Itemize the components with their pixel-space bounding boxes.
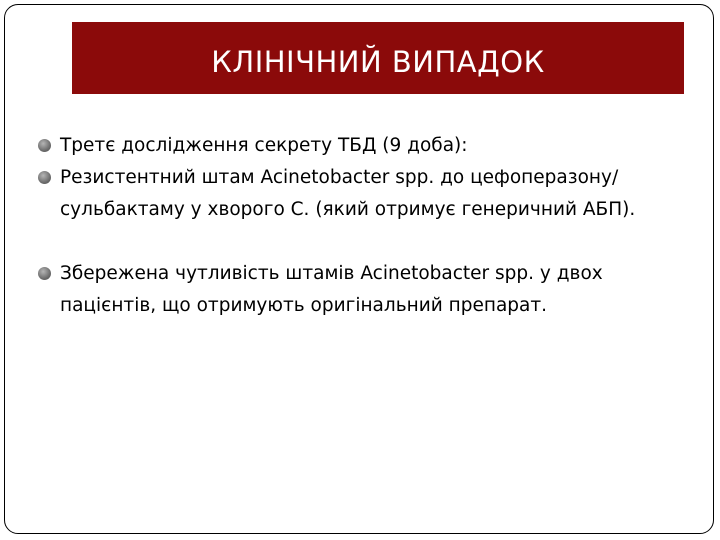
round-bullet-icon: [38, 171, 51, 184]
bullet-text: Третє дослідження секрету ТБД (9 доба):: [60, 135, 468, 156]
bullet-item: [36, 130, 676, 162]
round-bullet-icon: [38, 139, 51, 152]
title-bar: [72, 22, 684, 94]
round-bullet-icon: [38, 267, 51, 280]
bullet-list: [36, 130, 676, 322]
bullet-item: [36, 162, 676, 226]
bullet-text: Резистентний штам Acinetobacter spp. до цефоперазону/сульбактаму у хворого С. (який отримує генеричний АБП).: [60, 167, 636, 220]
slide-title: КЛІНІЧНИЙ ВИПАДОК: [211, 45, 545, 79]
bullet-text: Збережена чутливість штамів Acinetobacter spp. у двох пацієнтів, що отримують оригінальний препарат.: [60, 263, 603, 316]
bullet-item: [36, 258, 676, 322]
